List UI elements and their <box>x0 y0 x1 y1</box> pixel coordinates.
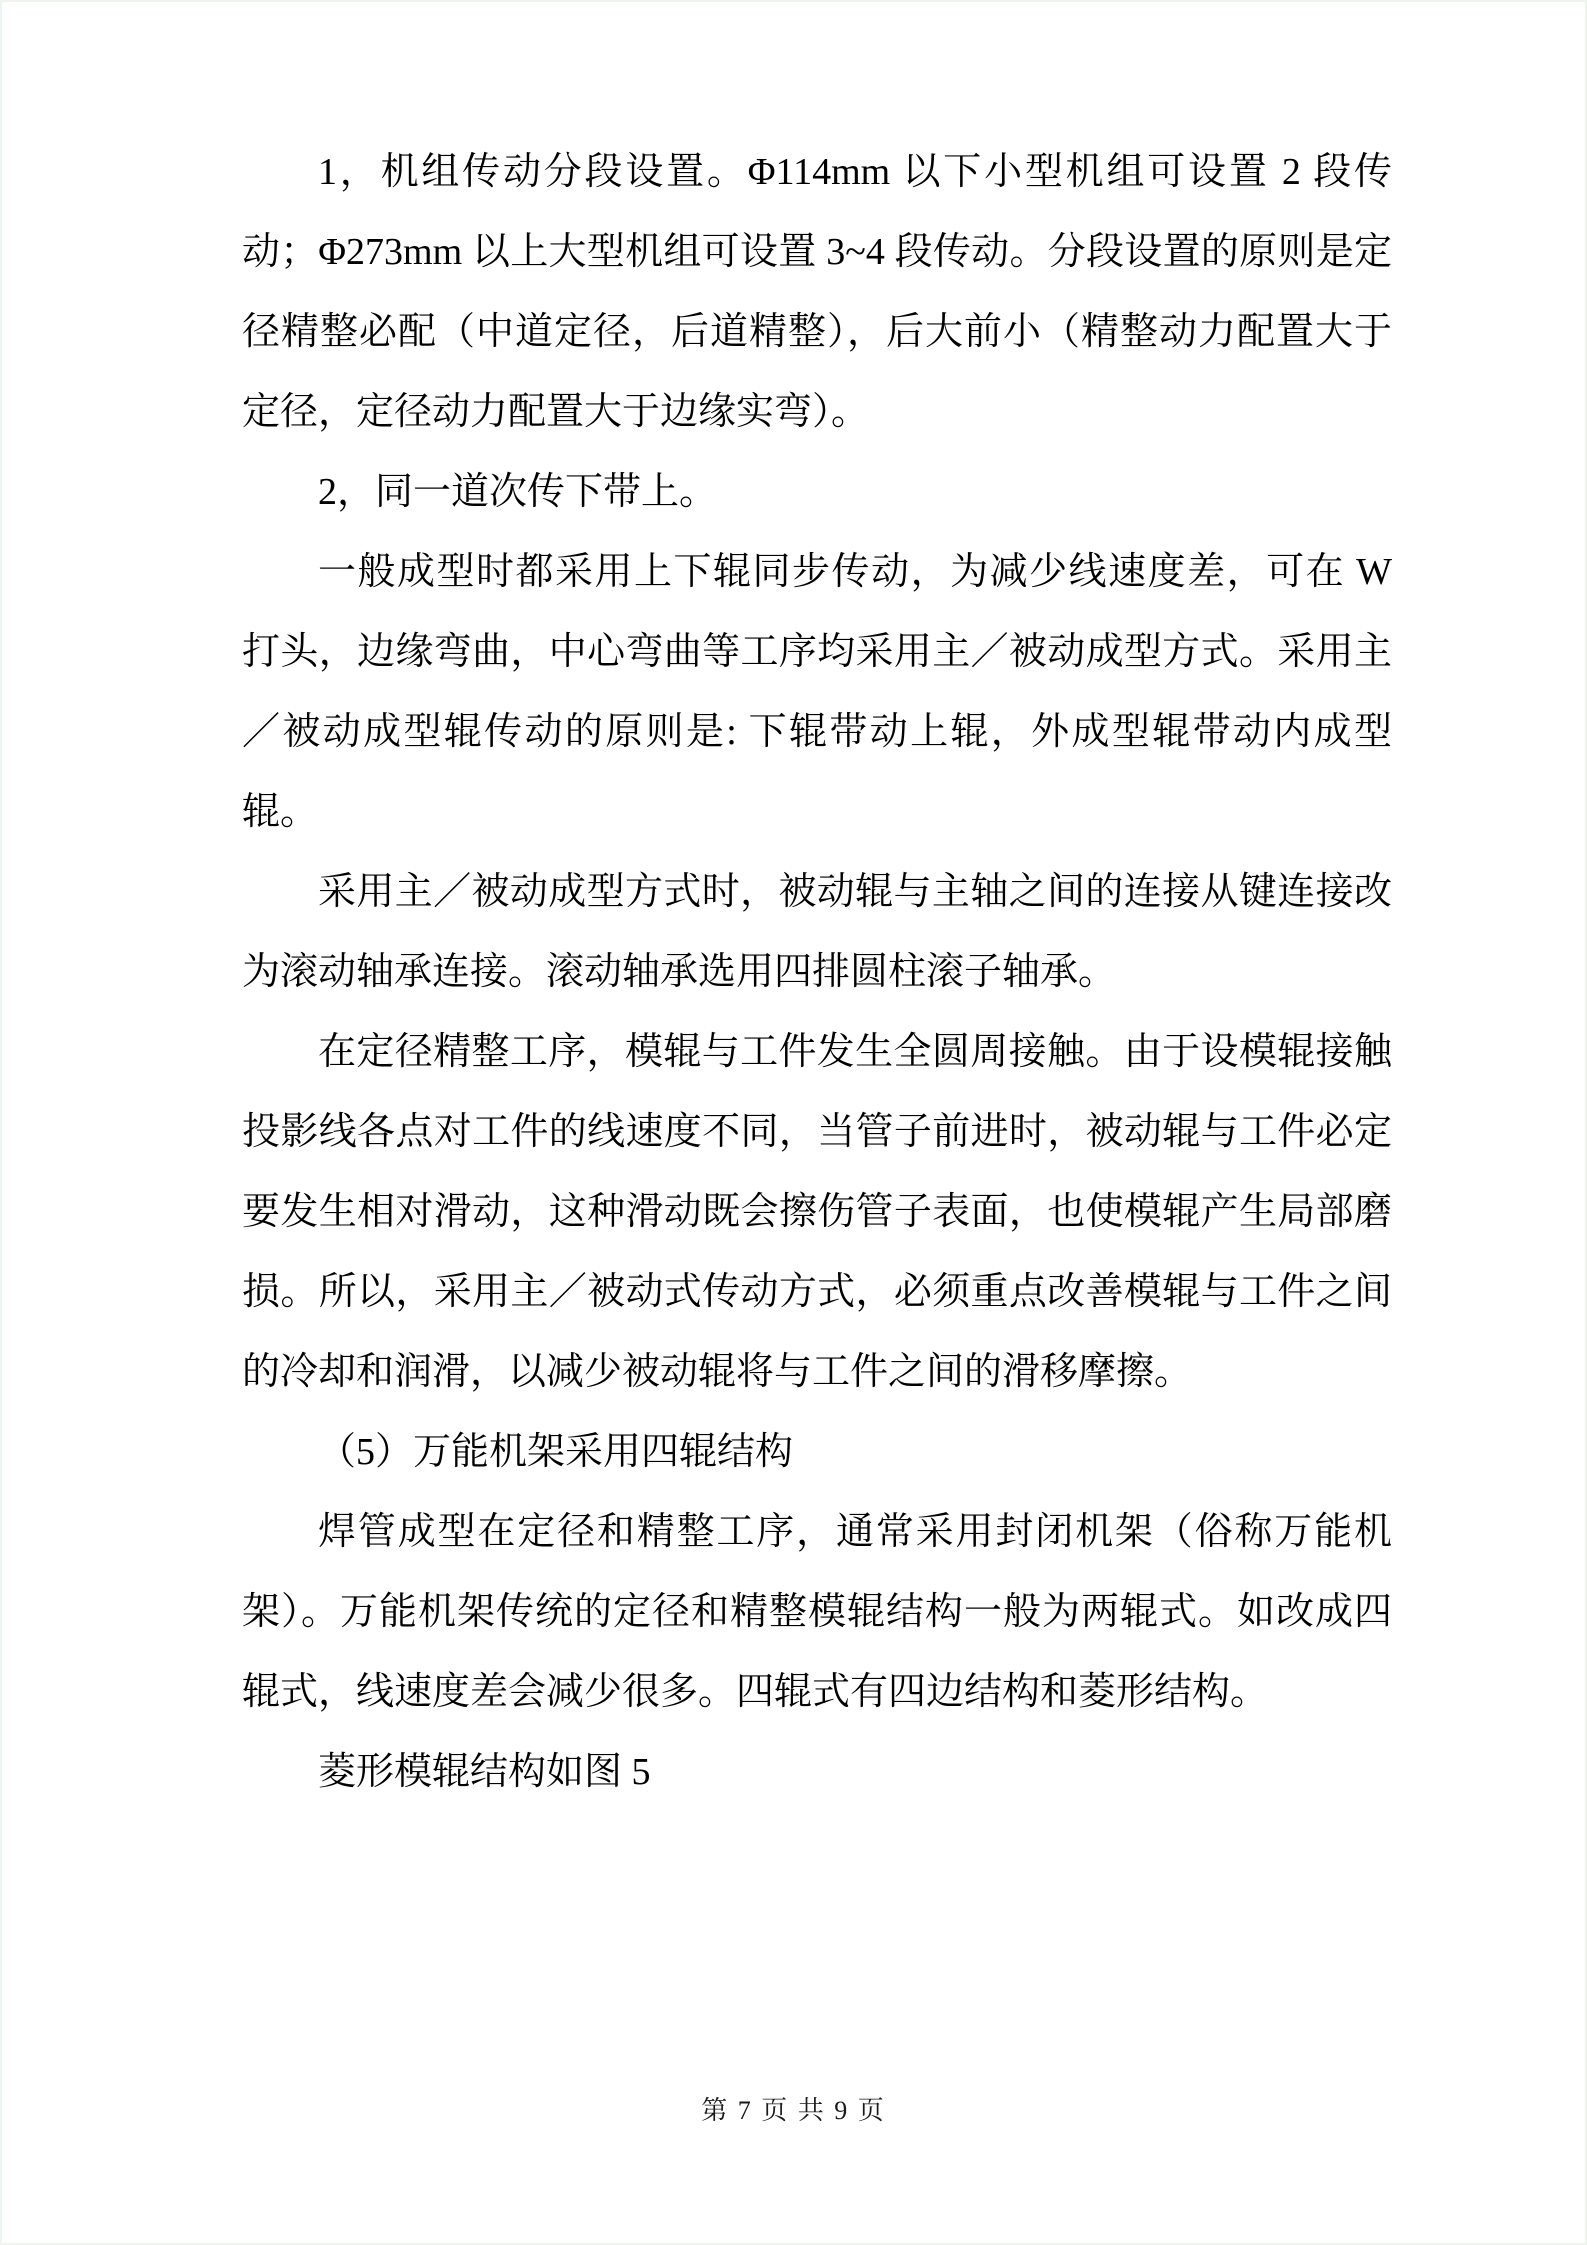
paragraph-8: 菱形模辊结构如图 5 <box>318 1751 651 1793</box>
paragraph-6: （5）万能机架采用四辊结构 <box>318 1431 794 1473</box>
paragraph-1: 1，机组传动分段设置。Φ114mm 以下小型机组可设置 2 段传动；Φ273mm 以上大型机组可设置 3~4 段传动。分段设置的原则是定径精整必配（中道定径，后道精整），后大前小（精整动力配置大于定径，定径动力配置大于边缘实弯）。 <box>242 151 1392 433</box>
paragraph-2: 2，同一道次传下带上。 <box>318 471 718 513</box>
document-body <box>242 132 1392 1812</box>
paragraph-4: 采用主／被动成型方式时，被动辊与主轴之间的连接从键连接改为滚动轴承连接。滚动轴承选用四排圆柱滚子轴承。 <box>242 871 1392 993</box>
paragraph-7: 焊管成型在定径和精整工序，通常采用封闭机架（俗称万能机架）。万能机架传统的定径和精整模辊结构一般为两辊式。如改成四辊式，线速度差会减少很多。四辊式有四边结构和菱形结构。 <box>242 1511 1392 1713</box>
page-number-text: 第 7 页 共 9 页 <box>701 2096 886 2125</box>
page-footer <box>2 2090 1585 2127</box>
paragraph-3: 一般成型时都采用上下辊同步传动，为减少线速度差，可在 W 打头，边缘弯曲，中心弯曲等工序均采用主／被动成型方式。采用主／被动成型辊传动的原则是: 下辊带动上辊，外成型辊带动内成型辊。 <box>242 551 1392 833</box>
paragraph-5: 在定径精整工序，模辊与工件发生全圆周接触。由于设模辊接触投影线各点对工件的线速度不同，当管子前进时，被动辊与工件必定要发生相对滑动，这种滑动既会擦伤管子表面，也使模辊产生局部磨损。所以，采用主／被动式传动方式，必须重点改善模辊与工件之间的冷却和润滑，以减少被动辊将与工件之间的滑移摩擦。 <box>242 1031 1392 1393</box>
